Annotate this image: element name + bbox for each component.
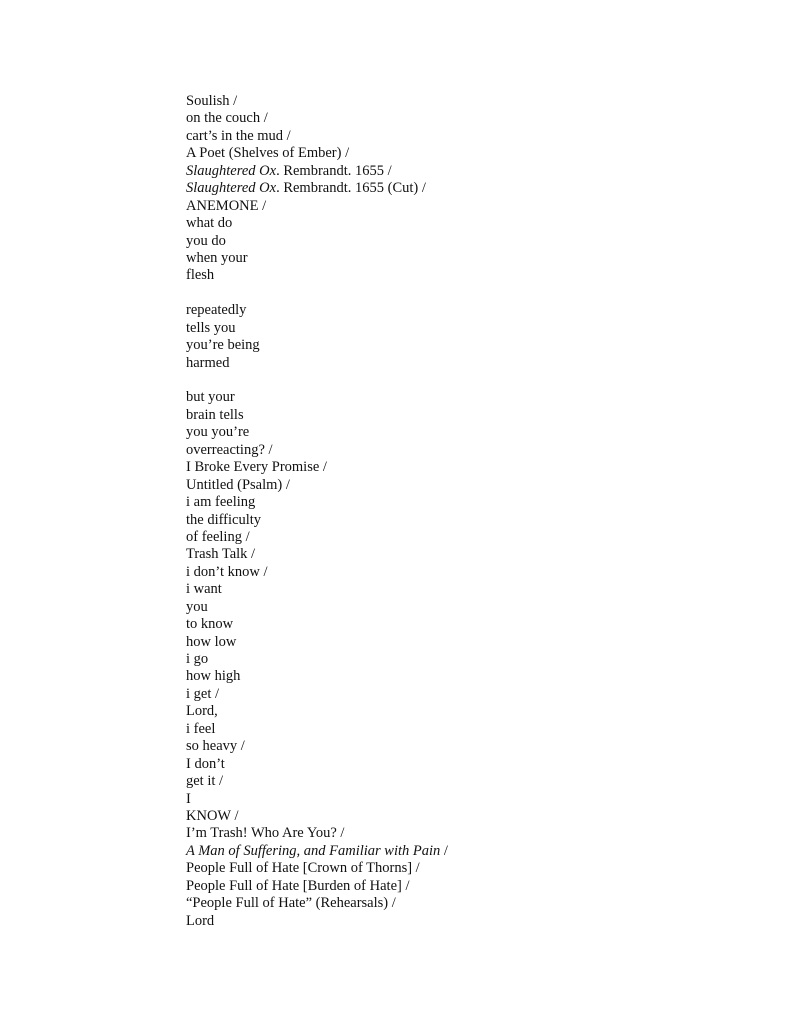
poem-line xyxy=(186,337,766,354)
poem-line xyxy=(186,180,766,197)
italic-title-text: Slaughtered Ox xyxy=(186,162,277,179)
poem-line xyxy=(186,703,766,720)
poem-line xyxy=(186,442,766,459)
italic-title-text: A Man of Suffering, and Familiar with Pain xyxy=(186,842,441,859)
line-text: harmed xyxy=(186,354,230,371)
line-text: to know xyxy=(186,616,234,633)
line-text: overreacting? / xyxy=(186,441,273,458)
poem-line xyxy=(186,791,766,808)
line-text: flesh xyxy=(186,267,215,284)
poem-line xyxy=(186,93,766,110)
poem-line xyxy=(186,494,766,511)
poem-line xyxy=(186,843,766,860)
stanza-break xyxy=(186,285,766,302)
line-text: get it / xyxy=(186,773,224,790)
line-text: you you’re xyxy=(186,424,250,441)
line-text: I don’t xyxy=(186,755,225,772)
line-text: KNOW / xyxy=(186,807,239,824)
poem-line xyxy=(186,198,766,215)
line-text: how low xyxy=(186,633,237,650)
poem-line xyxy=(186,110,766,127)
line-text: how high xyxy=(186,668,241,685)
line-text: brain tells xyxy=(186,406,244,423)
poem-line xyxy=(186,302,766,319)
poem-line xyxy=(186,668,766,685)
line-text: i don’t know / xyxy=(186,563,268,580)
line-text: Lord, xyxy=(186,703,218,720)
poem-line xyxy=(186,860,766,877)
line-text: I’m Trash! Who Are You? / xyxy=(186,825,345,842)
line-text: of feeling / xyxy=(186,528,250,545)
poem-line xyxy=(186,389,766,406)
poem-line xyxy=(186,651,766,668)
poem-line xyxy=(186,686,766,703)
line-text: A Poet (Shelves of Ember) / xyxy=(186,145,350,162)
poem-line xyxy=(186,407,766,424)
line-text: repeatedly xyxy=(186,302,247,319)
line-text: Trash Talk / xyxy=(186,546,256,563)
line-text: “People Full of Hate” (Rehearsals) / xyxy=(186,895,396,912)
poem-line xyxy=(186,599,766,616)
line-text: the difficulty xyxy=(186,511,262,528)
line-text: Untitled (Psalm) / xyxy=(186,476,290,493)
poem-line xyxy=(186,738,766,755)
line-text: you xyxy=(186,598,208,615)
poem-line xyxy=(186,895,766,912)
poem-line xyxy=(186,215,766,232)
line-text: . Rembrandt. 1655 / xyxy=(276,162,392,179)
poem-line xyxy=(186,459,766,476)
poem-line xyxy=(186,267,766,284)
line-text: i feel xyxy=(186,720,216,737)
line-text: Lord xyxy=(186,912,215,929)
stanza-break xyxy=(186,372,766,389)
line-text: when your xyxy=(186,249,248,266)
poem-line xyxy=(186,773,766,790)
line-text: i want xyxy=(186,581,222,598)
poem-line xyxy=(186,913,766,930)
line-text: you do xyxy=(186,232,226,249)
poem-line xyxy=(186,825,766,842)
poem-line xyxy=(186,878,766,895)
line-text: I xyxy=(186,790,191,807)
poem-line xyxy=(186,233,766,250)
line-text: i am feeling xyxy=(186,494,256,511)
poem-line xyxy=(186,424,766,441)
line-text: I Broke Every Promise / xyxy=(186,459,327,476)
line-text: cart’s in the mud / xyxy=(186,127,291,144)
line-text: / xyxy=(440,842,448,859)
poem-line xyxy=(186,529,766,546)
poem-line xyxy=(186,616,766,633)
poem-line xyxy=(186,564,766,581)
poem-line xyxy=(186,250,766,267)
poem-line xyxy=(186,128,766,145)
poem-line xyxy=(186,355,766,372)
line-text: what do xyxy=(186,215,233,232)
line-text: Soulish / xyxy=(186,93,238,109)
line-text: People Full of Hate [Crown of Thorns] / xyxy=(186,860,420,877)
poem-line xyxy=(186,581,766,598)
line-text: but your xyxy=(186,389,235,406)
line-text: on the couch / xyxy=(186,110,268,127)
poem-line xyxy=(186,477,766,494)
poem-line xyxy=(186,512,766,529)
line-text: you’re being xyxy=(186,337,260,354)
poem-line xyxy=(186,320,766,337)
poem-line xyxy=(186,546,766,563)
line-text: so heavy / xyxy=(186,738,245,755)
poem-line xyxy=(186,163,766,180)
line-text: i go xyxy=(186,651,209,667)
poem-text-block xyxy=(186,93,766,930)
poem-line xyxy=(186,145,766,162)
line-text: . Rembrandt. 1655 (Cut) / xyxy=(276,180,426,197)
line-text: tells you xyxy=(186,319,236,336)
poem-line xyxy=(186,721,766,738)
italic-title-text: Slaughtered Ox xyxy=(186,180,277,197)
line-text: People Full of Hate [Burden of Hate] / xyxy=(186,877,410,894)
poem-line xyxy=(186,808,766,825)
line-text: ANEMONE / xyxy=(186,197,267,214)
line-text: i get / xyxy=(186,685,220,702)
poem-line xyxy=(186,634,766,651)
poem-line xyxy=(186,756,766,773)
